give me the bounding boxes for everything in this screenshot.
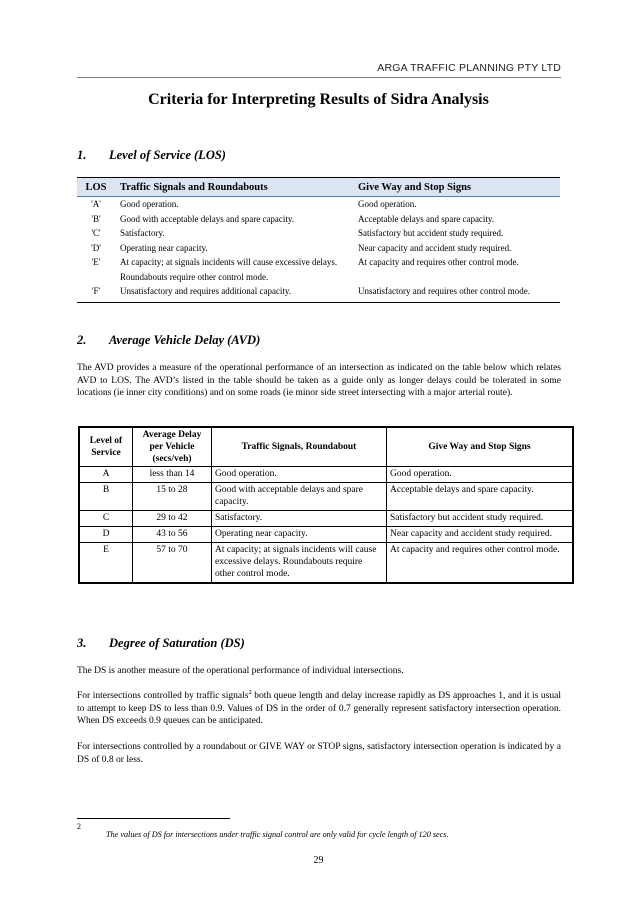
section-1-title: Level of Service (LOS) (109, 148, 226, 162)
table-row (79, 467, 573, 483)
los-table (77, 177, 560, 303)
los-col-header: Traffic Signals and Roundabouts (115, 178, 358, 197)
avd-delay-cell: 43 to 56 (133, 527, 212, 543)
los-grade: 'F' (77, 284, 115, 302)
los-grade: 'C' (91, 228, 101, 238)
company-name: ARGA TRAFFIC PLANNING PTY LTD (377, 62, 561, 74)
avd-col-header: Average Delay per Vehicle (secs/veh) (133, 427, 212, 467)
avd-los-cell: D (79, 527, 133, 543)
los-grade: 'A' (91, 199, 101, 209)
avd-signals-cell: Satisfactory. (212, 511, 387, 527)
page-header (77, 62, 561, 78)
section-3-title: Degree of Saturation (DS) (109, 636, 245, 650)
los-signals-cell: Operating near capacity. (120, 242, 208, 253)
avd-delay-cell: less than 14 (133, 467, 212, 483)
avd-delay-cell: 57 to 70 (133, 543, 212, 584)
avd-table (78, 426, 574, 584)
los-giveway-cell: Good operation. (358, 199, 417, 209)
los-giveway-cell: Satisfactory but accident study required. (358, 228, 504, 238)
section-3-heading (77, 636, 245, 651)
los-giveway-cell: Unsatisfactory and requires other control mode. (358, 284, 560, 302)
avd-col-header: Give Way and Stop Signs (387, 427, 574, 467)
avd-signals-cell: Operating near capacity. (212, 527, 387, 543)
los-signals-cell: At capacity; at signals incidents will cause excessive delays. Roundabouts require other control mode. (120, 257, 338, 282)
page-number: 29 (313, 855, 324, 866)
los-table-header (77, 178, 560, 197)
avd-col-header: Level of Service (79, 427, 133, 467)
table-row (77, 226, 560, 241)
page-title: Criteria for Interpreting Results of Sidra Analysis (148, 91, 489, 108)
avd-giveway-cell: Acceptable delays and spare capacity. (387, 483, 574, 511)
table-row (79, 483, 573, 511)
table-row (77, 197, 560, 212)
avd-signals-cell: Good with acceptable delays and spare capacity. (212, 483, 387, 511)
avd-col-header: Traffic Signals, Roundabout (212, 427, 387, 467)
los-giveway-cell: Near capacity and accident study required. (358, 242, 512, 253)
avd-giveway-cell: At capacity and requires other control mode. (387, 543, 574, 584)
ds-paragraph-2-end: both queue length and delay increase rapidly as DS approaches 1, and it is usual to attempt to keep DS to less than 0.9. Values of DS in the order of 0.7 generally represent satisfactory intersection operation. When DS exceeds 0.9 queues can be anticipated. (77, 691, 561, 727)
avd-giveway-cell: Near capacity and accident study required. (387, 527, 574, 543)
section-2-heading (77, 333, 260, 348)
avd-table-header (79, 427, 573, 467)
section-2-number: 2. (77, 333, 87, 347)
los-giveway-cell: Acceptable delays and spare capacity. (358, 213, 495, 224)
footnote-text: The values of DS for intersections under traffic signal control are only valid for cycle length of 120 secs. (106, 830, 449, 839)
footnote-ref[interactable]: 2 (248, 688, 252, 696)
avd-los-cell: E (79, 543, 133, 584)
ds-paragraph-3: For intersections controlled by a roundabout or GIVE WAY or STOP signs, satisfactory intersection operation is indicated by a DS of 0.8 or less. (77, 742, 561, 765)
section-3-number: 3. (77, 636, 87, 650)
avd-giveway-cell: Good operation. (387, 467, 574, 483)
ds-paragraph-1: The DS is another measure of the operational performance of individual intersections. (77, 666, 404, 676)
avd-giveway-cell: Satisfactory but accident study required. (387, 511, 574, 527)
footnote-number: 2 (77, 822, 81, 831)
avd-los-cell: A (79, 467, 133, 483)
section-1-heading (77, 148, 226, 163)
section-1-number: 1. (77, 148, 87, 162)
table-row (77, 241, 560, 256)
avd-signals-cell: Good operation. (212, 467, 387, 483)
footnote-divider (77, 818, 230, 819)
los-col-header: LOS (77, 178, 115, 197)
avd-los-cell: B (79, 483, 133, 511)
avd-delay-cell: 15 to 28 (133, 483, 212, 511)
los-grade: 'B' (91, 213, 101, 224)
los-col-header: Give Way and Stop Signs (358, 178, 560, 197)
los-giveway-cell: At capacity and requires other control mode. (358, 257, 519, 267)
table-row (77, 212, 560, 227)
los-signals-cell: Unsatisfactory and requires additional capacity. (115, 284, 358, 302)
ds-paragraph-2 (77, 690, 561, 728)
ds-paragraph-2-start: For intersections controlled by traffic signals (77, 691, 249, 701)
los-grade: 'E' (91, 257, 101, 267)
los-signals-cell: Satisfactory. (120, 228, 165, 238)
table-row (79, 527, 573, 543)
section-2-title: Average Vehicle Delay (AVD) (109, 333, 261, 347)
avd-los-cell: C (79, 511, 133, 527)
los-signals-cell: Good with acceptable delays and spare capacity. (120, 213, 295, 224)
avd-delay-cell: 29 to 42 (133, 511, 212, 527)
table-row (77, 255, 560, 284)
los-signals-cell: Good operation. (120, 199, 179, 209)
los-grade: 'D' (91, 242, 101, 253)
table-row (79, 511, 573, 527)
avd-paragraph: The AVD provides a measure of the operational performance of an intersection as indicated on the table below which relates AVD to LOS. The AVD’s listed in the table should be taken as a guide only as longer delays could be tolerated in some locations (ie inner city conditions) and on some roads (ie minor side street intersecting with a major arterial route). (77, 363, 561, 399)
avd-signals-cell: At capacity; at signals incidents will cause excessive delays. Roundabouts require other control mode. (212, 543, 387, 584)
table-row (79, 543, 573, 584)
table-row (77, 284, 560, 302)
